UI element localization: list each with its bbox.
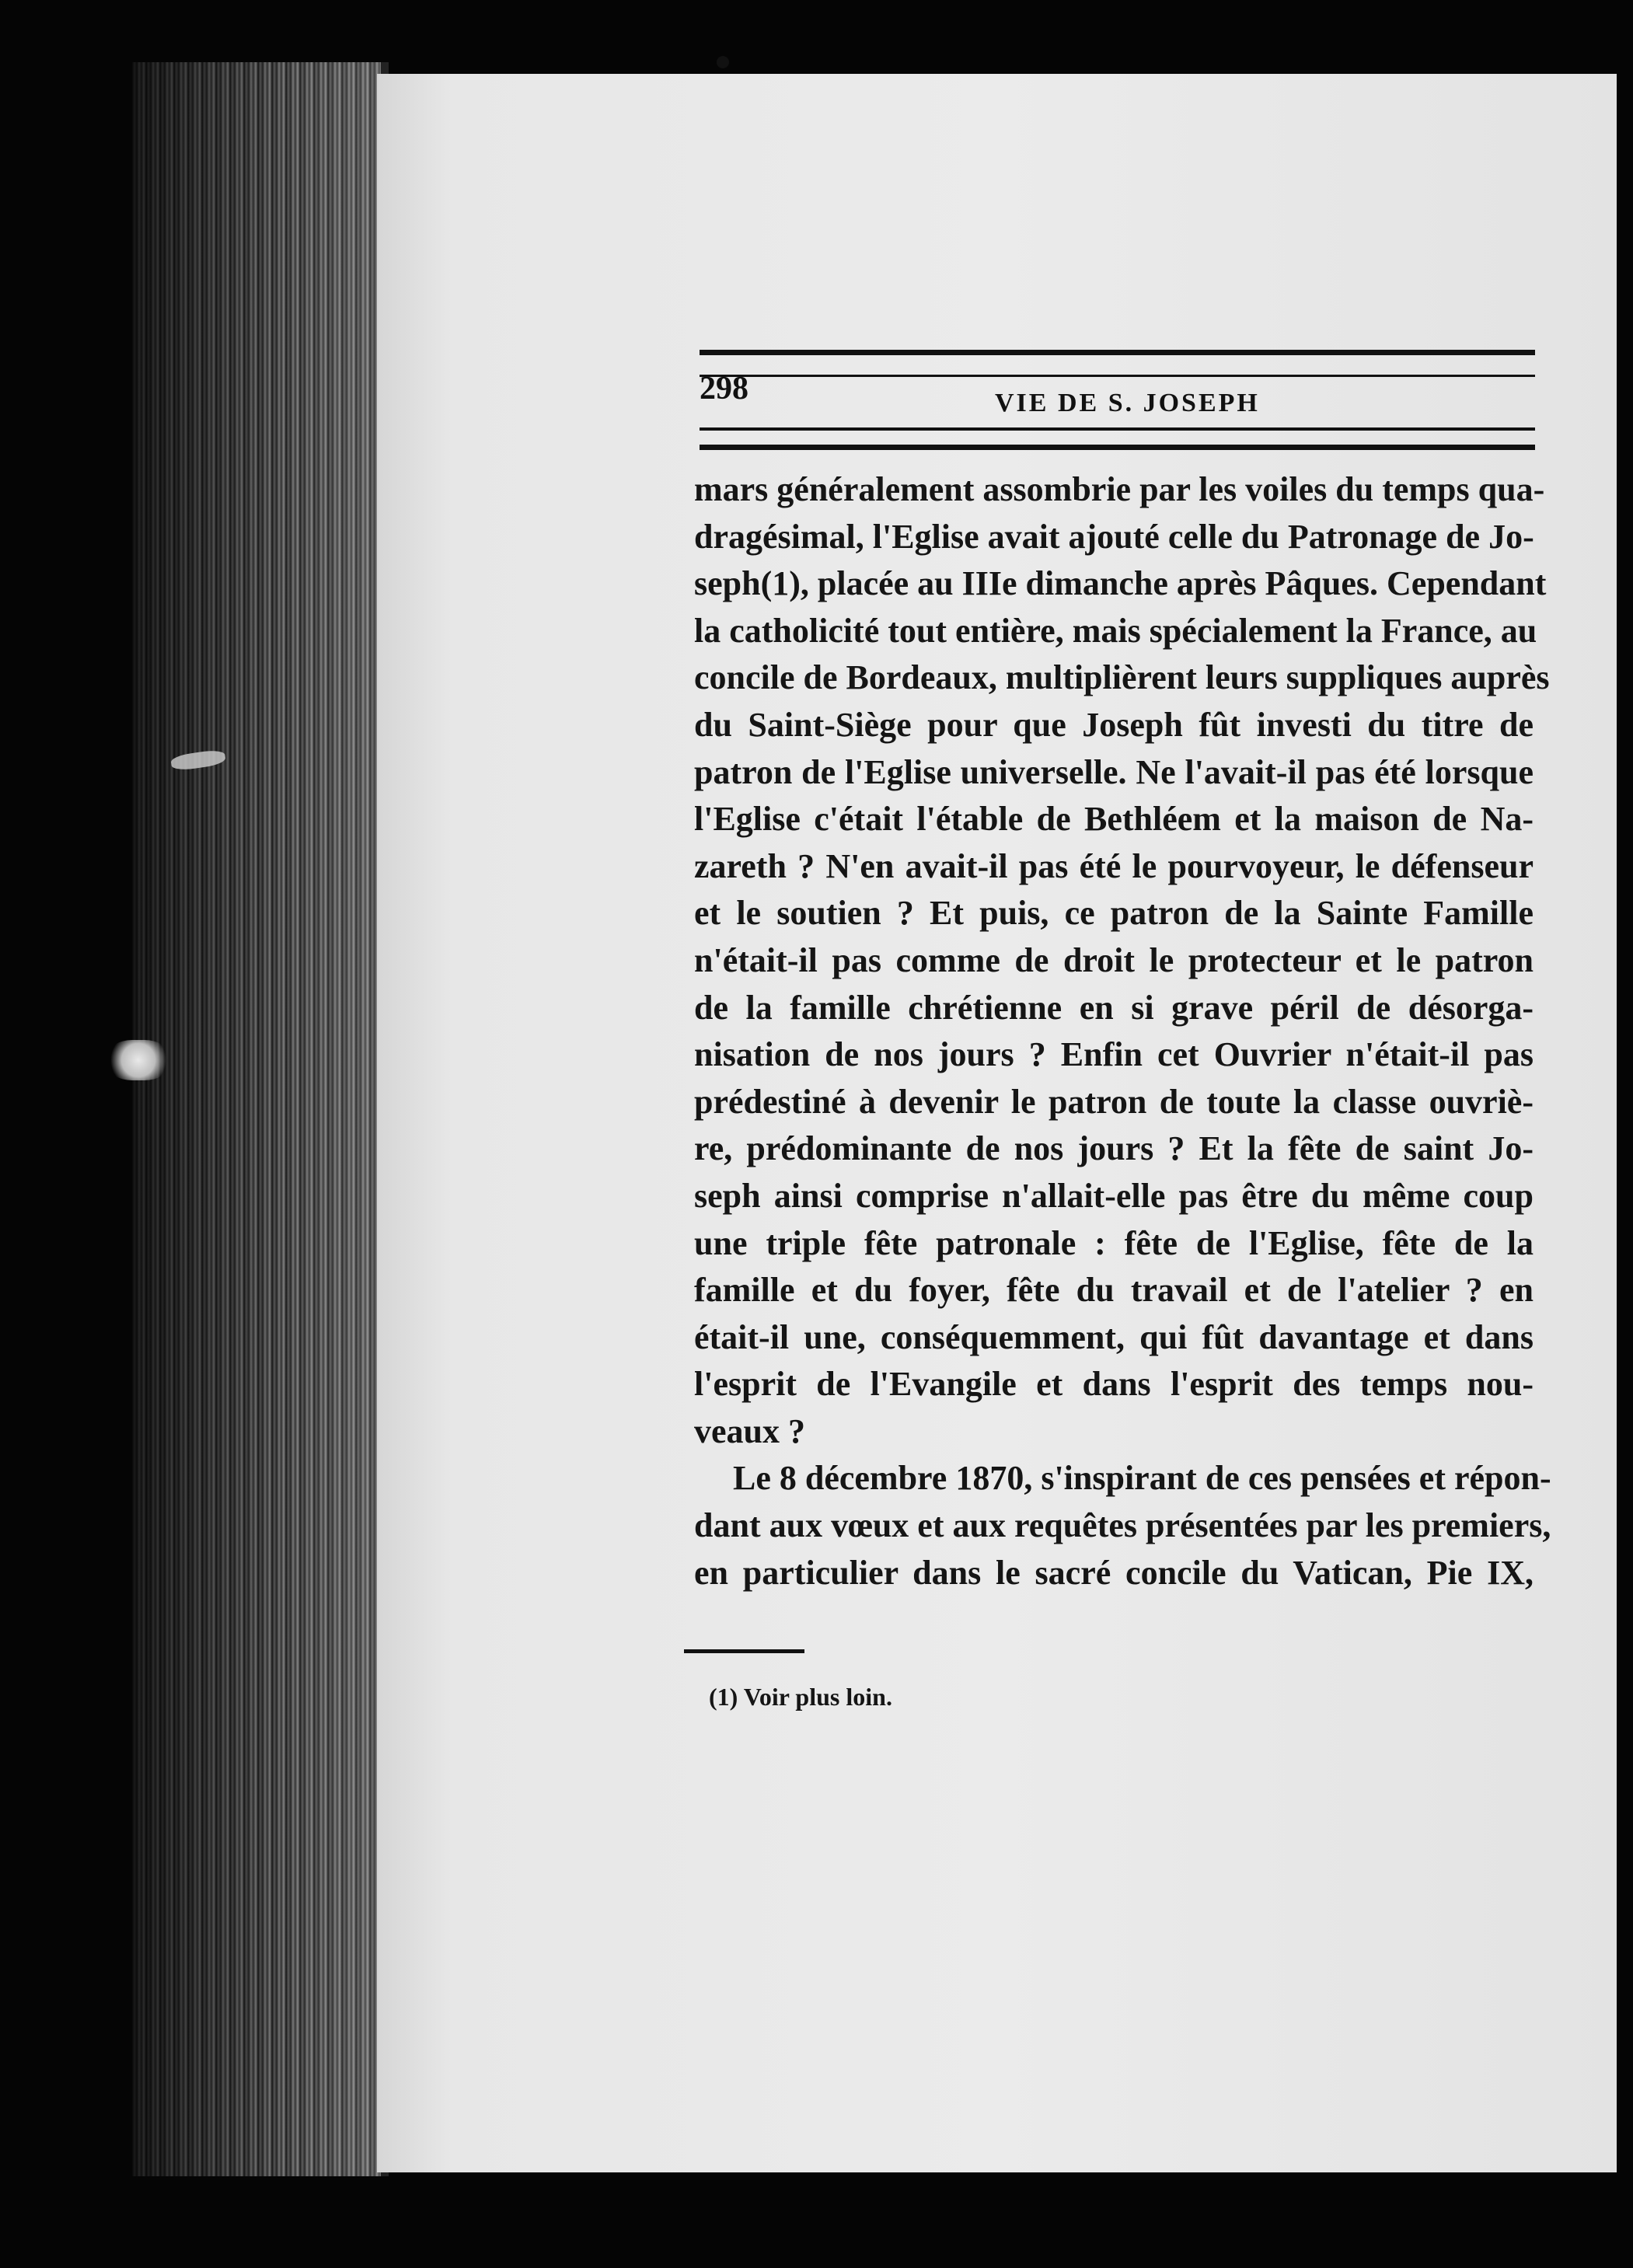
text-line: nisation de nos jours ? Enfin cet Ouvrier n'était-il pas bbox=[694, 1035, 1534, 1074]
text-line: seph(1), placée au IIIe dimanche après Pâques. Cependant bbox=[694, 564, 1547, 603]
page-number: 298 bbox=[700, 371, 748, 406]
text-line: une triple fête patronale : fête de l'Eglise, fête de la bbox=[694, 1223, 1534, 1262]
text-line: dragésimal, l'Eglise avait ajouté celle du Patronage de Jo- bbox=[694, 517, 1534, 556]
text-line: de la famille chrétienne en si grave péril de désorga- bbox=[694, 988, 1534, 1027]
text-line: famille et du foyer, fête du travail et de l'atelier ? en bbox=[694, 1271, 1534, 1310]
text-line: en particulier dans le sacré concile du Vatican, Pie IX, bbox=[694, 1553, 1534, 1592]
scan-artifact bbox=[107, 1040, 169, 1080]
text-line: concile de Bordeaux, multiplièrent leurs suppliques auprès bbox=[694, 658, 1550, 697]
scan-artifact bbox=[717, 56, 729, 68]
text-line: était-il une, conséquemment, qui fût davantage et dans bbox=[694, 1317, 1534, 1356]
text-line: re, prédominante de nos jours ? Et la fête de saint Jo- bbox=[694, 1129, 1534, 1168]
text-line: seph ainsi comprise n'allait-elle pas être du même coup bbox=[694, 1176, 1534, 1215]
text-line: mars généralement assombrie par les voiles du temps qua- bbox=[694, 470, 1545, 508]
text-line: prédestiné à devenir le patron de toute la classe ouvriè- bbox=[694, 1082, 1534, 1121]
text-line: et le soutien ? Et puis, ce patron de la Sainte Famille bbox=[694, 894, 1534, 933]
body-text bbox=[694, 466, 1551, 1596]
text-line: l'Eglise c'était l'étable de Bethléem et la maison de Na- bbox=[694, 800, 1534, 839]
binding-shadow bbox=[132, 62, 389, 2176]
text-line: du Saint-Siège pour que Joseph fût investi du titre de bbox=[694, 705, 1534, 744]
footnote: (1) Voir plus loin. bbox=[709, 1683, 892, 1711]
text-line: veaux ? bbox=[694, 1411, 805, 1450]
header-rule-bottom-thin bbox=[700, 427, 1535, 431]
header-rule-top-thin bbox=[700, 375, 1535, 377]
footnote-rule bbox=[684, 1649, 804, 1653]
text-line: l'esprit de l'Evangile et dans l'esprit des temps nou- bbox=[694, 1365, 1534, 1404]
text-line: patron de l'Eglise universelle. Ne l'avait-il pas été lorsque bbox=[694, 752, 1534, 791]
text-line: Le 8 décembre 1870, s'inspirant de ces pensées et répon- bbox=[733, 1459, 1551, 1498]
header-rule-top bbox=[700, 350, 1535, 355]
text-line: la catholicité tout entière, mais spécialement la France, au bbox=[694, 611, 1537, 650]
text-line: zareth ? N'en avait-il pas été le pourvoyeur, le défenseur bbox=[694, 846, 1534, 885]
text-line: dant aux vœux et aux requêtes présentées par les premiers, bbox=[694, 1506, 1551, 1545]
header-rule-bottom bbox=[700, 445, 1535, 450]
text-line: n'était-il pas comme de droit le protecteur et le patron bbox=[694, 940, 1534, 979]
running-title: VIE DE S. JOSEPH bbox=[995, 389, 1260, 417]
